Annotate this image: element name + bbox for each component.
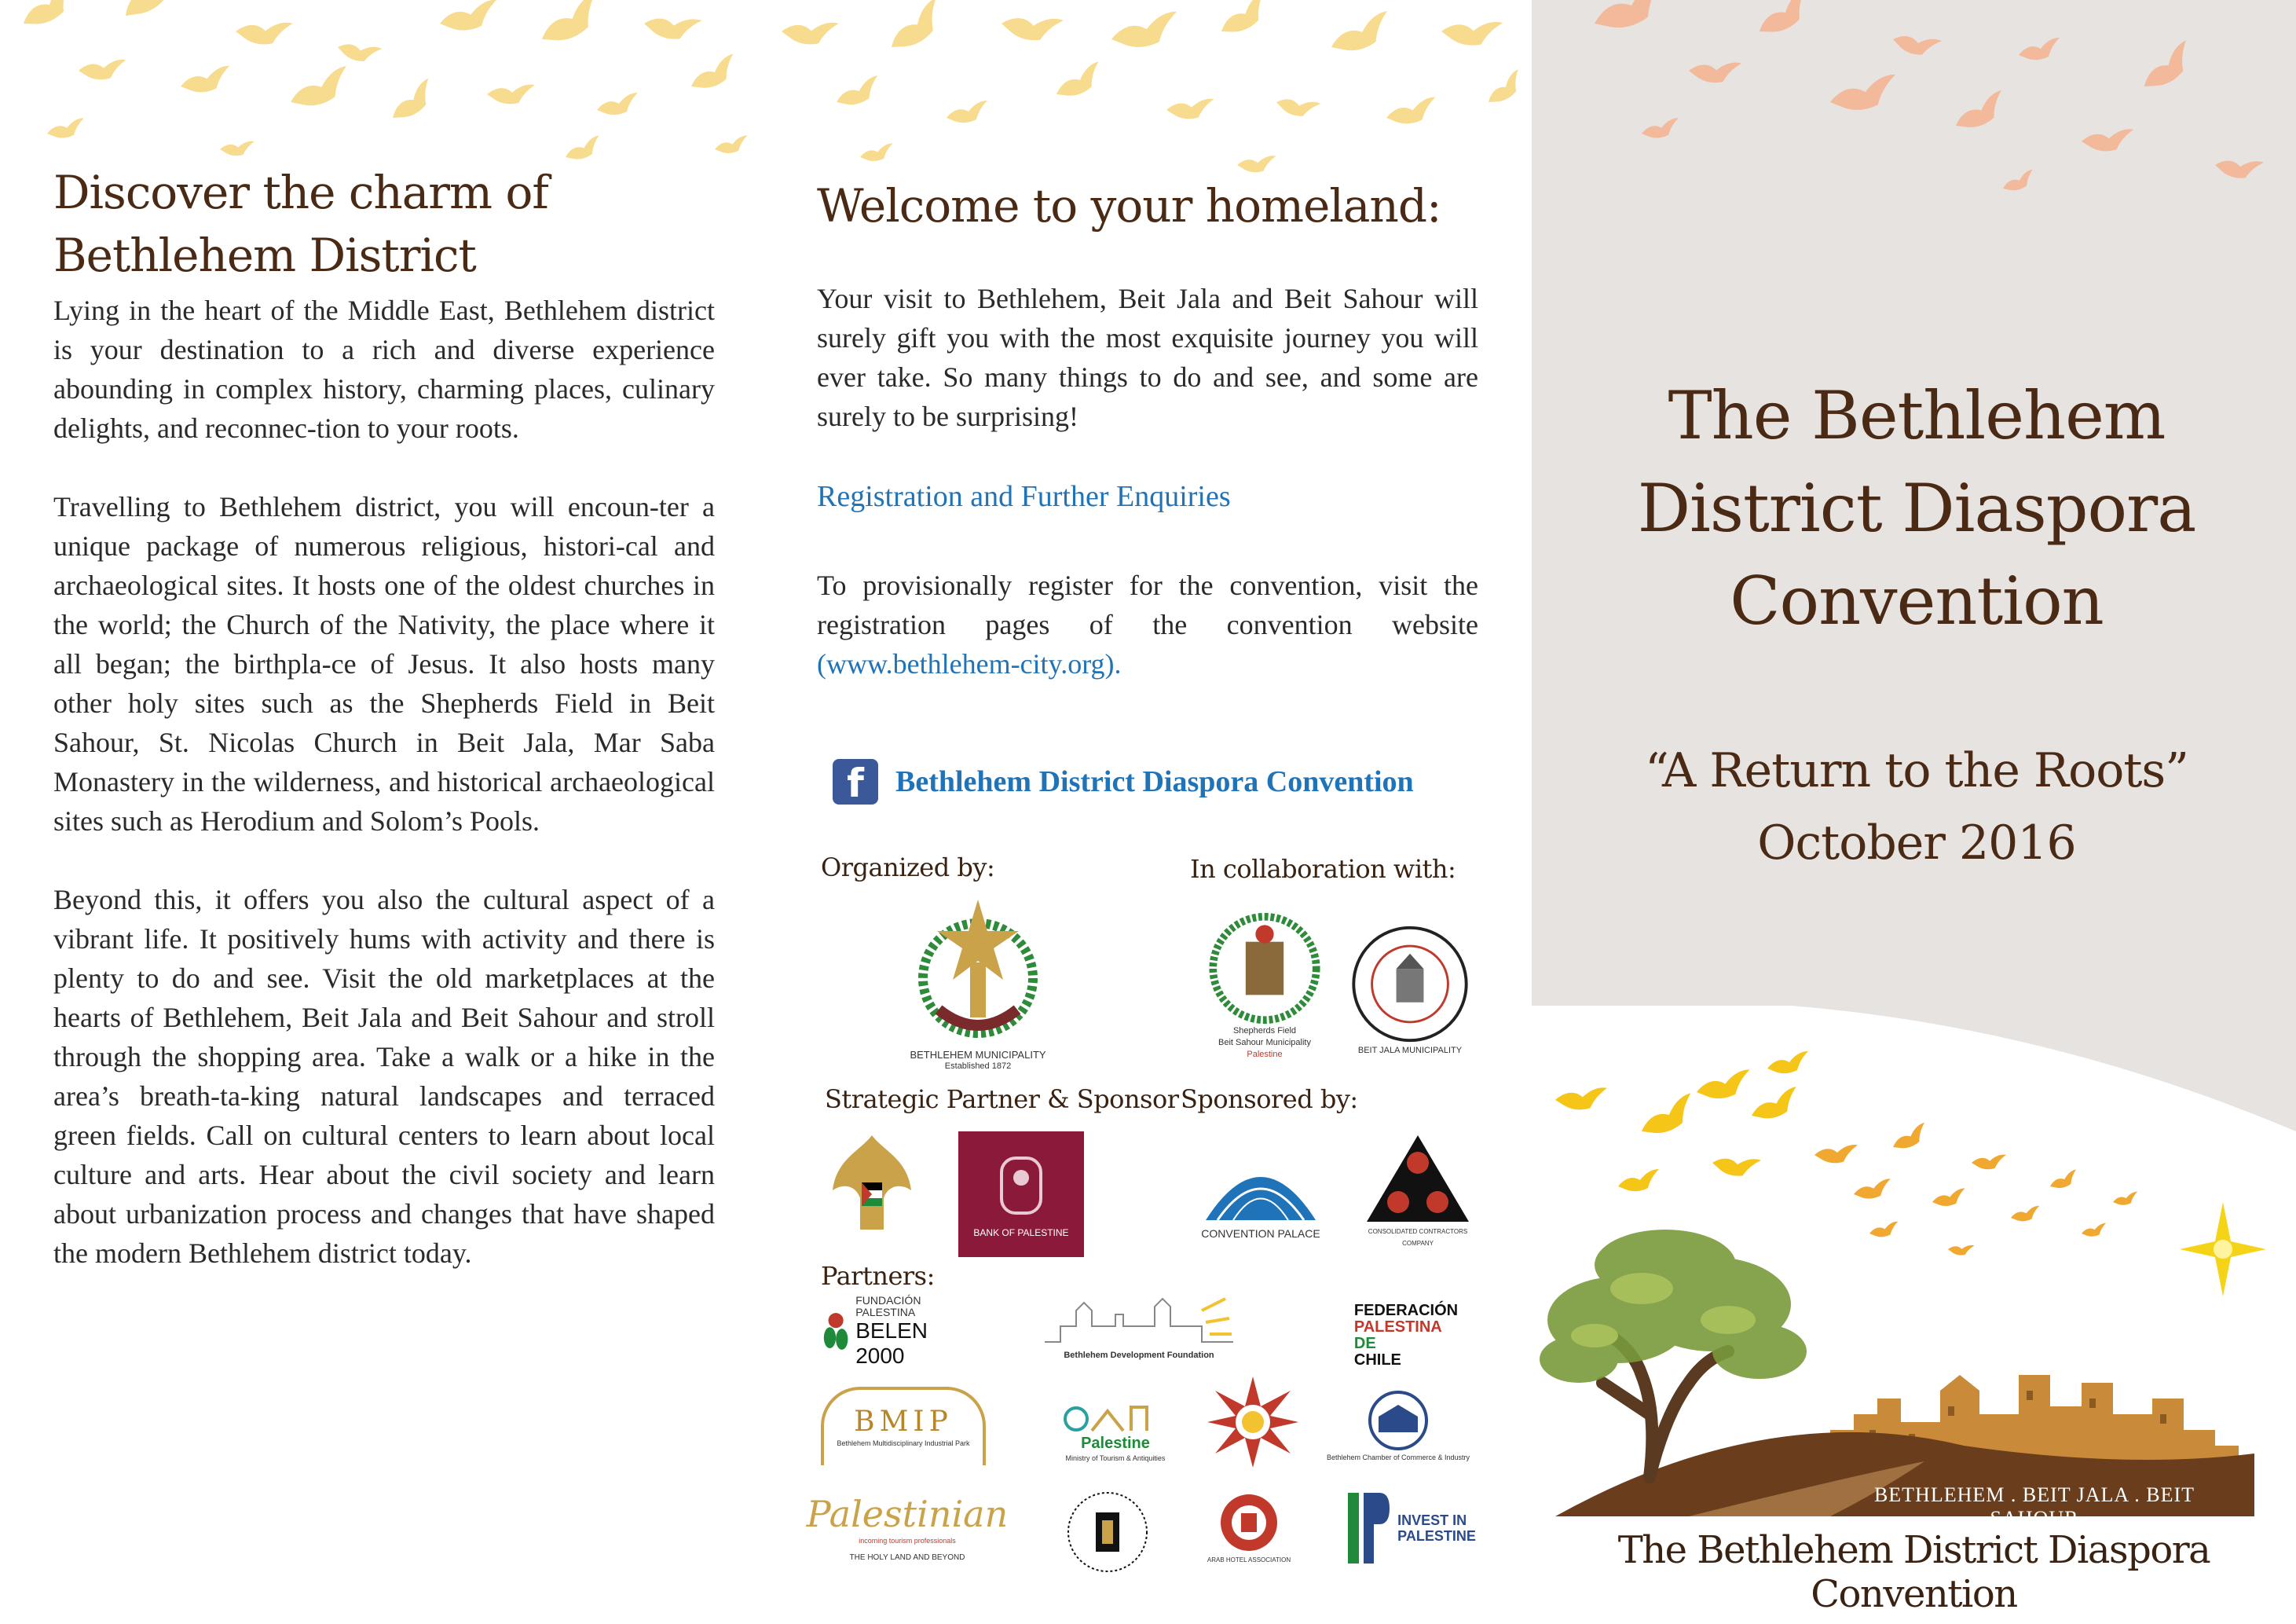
- convention-palace-logo: [1190, 1131, 1331, 1249]
- palestinian-tag-text: THE HOLY LAND AND BEYOND: [849, 1553, 965, 1562]
- aha-text: ARAB HOTEL ASSOCIATION: [1207, 1556, 1291, 1564]
- bmip-logo: [821, 1387, 986, 1465]
- palestinian-sub-text: incoming tourism professionals: [859, 1537, 956, 1545]
- convention-title: [1571, 369, 2262, 647]
- federacion-text-c: DE: [1353, 1335, 1376, 1352]
- palestine-eagle-logo: [825, 1124, 919, 1249]
- birds-decoration-right: [1532, 0, 2296, 251]
- left-paragraph-2: Travelling to Bethlehem district, you will encoun-ter a unique package of numerous religious, histori-cal and archaeological sites. It hosts one of the oldest churches in the world; the Church of the Nativity, the place where it all began; the birthpla-ce of Jesus. It also hosts many other holy sites such as the Shepherds Field in Beit Sahour, St. Nicolas Church in Beit Jala, Mar Saba Monastery in the wilderness, and historical archaeological sites such as Herodium and Solom’s Pools.: [53, 491, 715, 837]
- left-body: [53, 291, 715, 1312]
- convention-palace-text: CONVENTION PALACE: [1201, 1226, 1320, 1240]
- facebook-icon[interactable]: f: [833, 759, 878, 805]
- left-heading: [53, 161, 729, 287]
- towns-banner: BETHLEHEM . BEIT JALA . BEIT SAHOUR: [1873, 1483, 2195, 1530]
- middle-heading: Welcome to your homeland:: [817, 179, 1441, 233]
- ministry-of-tourism-logo: [1056, 1387, 1174, 1473]
- starburst-partner-logo: [1202, 1371, 1304, 1473]
- organized-by-label: Organized by:: [821, 852, 995, 882]
- sponsored-by-label: Sponsored by:: [1181, 1084, 1358, 1114]
- ccc-triangle-icon: [1363, 1131, 1473, 1226]
- registration-title[interactable]: Registration and Further Enquiries: [817, 480, 1231, 513]
- title-line-1: The Bethlehem: [1668, 377, 2166, 454]
- federacion-palestina-logo: [1339, 1300, 1473, 1371]
- event-date: October 2016: [1757, 816, 2076, 871]
- chamber-of-commerce-logo: [1324, 1379, 1473, 1473]
- bethlehem-municipality-text: BETHLEHEM MUNICIPALITY: [910, 1049, 1046, 1061]
- invest-text-b: PALESTINE: [1397, 1528, 1476, 1544]
- federacion-text-a: FEDERACIÓN: [1353, 1302, 1459, 1319]
- palestinian-text: Palestinian: [806, 1493, 1009, 1535]
- dome-icon: [1194, 1142, 1327, 1228]
- ccc-logo: [1359, 1131, 1477, 1249]
- tourism-skyline-icon: [1060, 1395, 1170, 1435]
- beit-jala-logo: [1343, 923, 1477, 1057]
- federacion-text-b: PALESTINA: [1353, 1318, 1442, 1336]
- eagle-icon: [829, 1127, 915, 1245]
- beit-sahour-logo: [1190, 911, 1339, 1061]
- federacion-text-d: CHILE: [1353, 1351, 1401, 1369]
- middle-panel: [766, 0, 1532, 1624]
- middle-intro: Your visit to Bethlehem, Beit Jala and Beit Sahour will surely gift you with the most exquisite journey you will ever take. So many things to do and see, and some are surely to be surprising!: [817, 283, 1478, 432]
- registration-text-body: To provisionally register for the convention, visit the registration pages of the convention website: [817, 570, 1478, 640]
- beit-sahour-field-text: Shepherds Field: [1232, 1026, 1297, 1036]
- aha-emblem-icon: [1218, 1491, 1280, 1554]
- invest-text-a: INVEST IN: [1397, 1512, 1467, 1528]
- olive-icon: [821, 1308, 851, 1355]
- mota-text-a: Palestine: [1081, 1435, 1150, 1452]
- hcef-emblem-icon: [1064, 1489, 1151, 1575]
- hcef-logo: [1060, 1485, 1155, 1579]
- ccc-sub-text: CONSOLIDATED CONTRACTORS COMPANY: [1368, 1228, 1468, 1247]
- bmip-sub-text: Bethlehem Multidisciplinary Industrial Park: [837, 1439, 970, 1447]
- left-panel: [0, 0, 766, 1624]
- belen-2000-text-b: BELEN 2000: [855, 1318, 928, 1368]
- belen-2000-logo: [821, 1294, 978, 1368]
- skyline-icon: [1045, 1295, 1233, 1350]
- registration-text: [817, 566, 1478, 684]
- bank-of-palestine-logo: [958, 1131, 1084, 1257]
- beit-sahour-sub-text: Palestine: [1247, 1050, 1283, 1059]
- bdf-text: Bethlehem Development Foundation: [1064, 1350, 1214, 1360]
- convention-footer-title: The Bethlehem District Diaspora Convention: [1617, 1528, 2210, 1616]
- arab-hotel-association-logo: [1194, 1477, 1304, 1579]
- mota-text-b: Ministry of Tourism & Antiquities: [1065, 1454, 1166, 1462]
- left-heading-line1: Discover the charm of: [53, 166, 548, 219]
- bmip-text: BMIP: [854, 1406, 953, 1438]
- palestinian-tourism-logo: [806, 1481, 1009, 1575]
- title-line-2: District Diaspora: [1637, 470, 2196, 547]
- wreath-star-icon: [907, 892, 1049, 1049]
- website-link[interactable]: (www.bethlehem-city.org).: [817, 648, 1122, 680]
- facebook-row[interactable]: [833, 759, 1414, 805]
- collaboration-label: In collaboration with:: [1190, 854, 1456, 884]
- beit-jala-text: BEIT JALA MUNICIPALITY: [1357, 1046, 1463, 1055]
- bank-emblem-icon: [994, 1150, 1049, 1221]
- tagline: “A Return to the Roots”: [1645, 743, 2188, 798]
- left-heading-line2: Bethlehem District: [53, 229, 476, 282]
- chamber-text: Bethlehem Chamber of Commerce & Industry: [1326, 1453, 1470, 1461]
- strategic-partner-label: Strategic Partner & Sponsor: [825, 1084, 1179, 1114]
- bank-of-palestine-text: BANK OF PALESTINE: [973, 1226, 1069, 1238]
- belen-2000-text-a: FUNDACIÓN PALESTINA: [855, 1294, 921, 1318]
- left-paragraph-3: Beyond this, it offers you also the cultural aspect of a vibrant life. It positively hums with activity and there is plenty to do and see. Visit the old marketplaces at the hearts of Bethlehem, Beit Jala and Beit Sahour and stroll through the shopping area. Take a walk or a hike in the area’s breath-ta-king natural landscapes and terraced green fields. Call on cultural centers to learn about local culture and arts. Hear about the civil society and learn about urbanization process and changes that have shaped the modern Bethlehem district today.: [53, 884, 715, 1269]
- bethlehem-municipality-logo: [899, 888, 1056, 1076]
- starburst-icon: [1206, 1375, 1300, 1469]
- partners-label: Partners:: [821, 1261, 935, 1291]
- ip-letters-icon: [1344, 1489, 1391, 1567]
- bethlehem-development-foundation-logo: [1025, 1289, 1253, 1367]
- right-panel: [1532, 0, 2296, 1624]
- bethlehem-established-text: Established 1872: [944, 1061, 1012, 1071]
- chamber-emblem-icon: [1363, 1389, 1434, 1452]
- beit-sahour-text: Beit Sahour Municipality: [1218, 1038, 1311, 1047]
- facebook-label[interactable]: Bethlehem District Diaspora Convention: [895, 765, 1414, 798]
- title-line-3: Convention: [1730, 563, 2104, 640]
- invest-in-palestine-logo: [1339, 1485, 1481, 1571]
- church-icon: [1347, 923, 1473, 1045]
- shepherds-field-icon: [1206, 911, 1324, 1025]
- left-paragraph-1: Lying in the heart of the Middle East, Bethlehem district is your destination to a rich and diverse experience abounding in complex history, charming places, culinary delights, and reconnec-tion to your roots.: [53, 295, 715, 444]
